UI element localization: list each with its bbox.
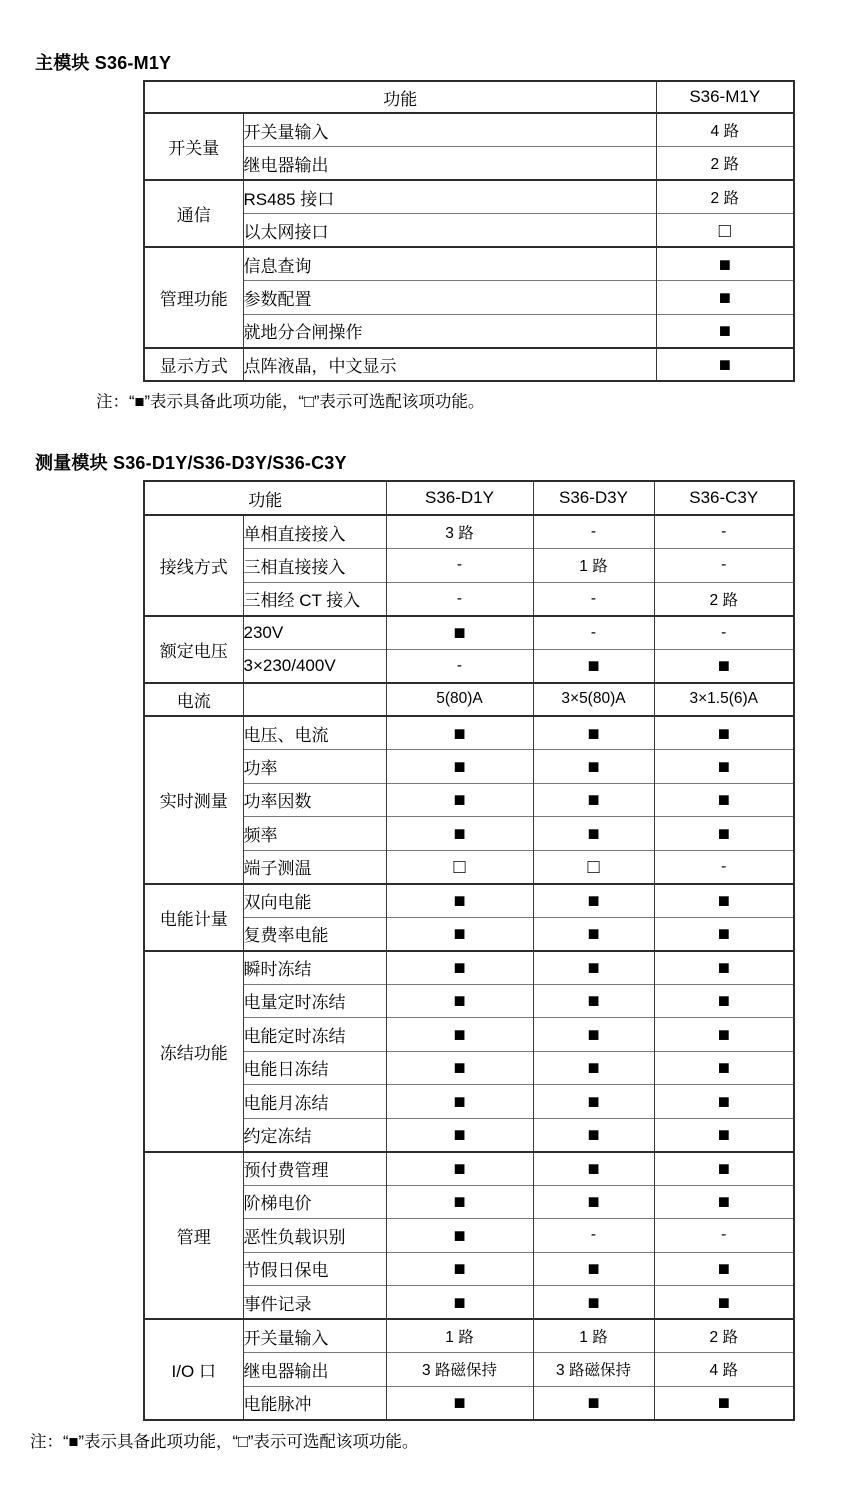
value-cell — [654, 817, 794, 851]
item-label-cell: 双向电能 — [243, 884, 386, 918]
filled-square-icon: ■ — [718, 353, 731, 376]
value-cell — [656, 348, 794, 382]
value-cell — [533, 750, 654, 784]
filled-square-icon: ■ — [717, 1392, 730, 1414]
empty-square-icon: □ — [718, 219, 731, 242]
group-label-cell: 电流 — [144, 683, 243, 717]
item-label-cell: 以太网接口 — [243, 214, 656, 248]
value-cell: 2 路 — [654, 1319, 794, 1353]
value-cell: - — [654, 549, 794, 583]
filled-square-icon: ■ — [587, 1023, 600, 1046]
value-cell — [533, 850, 654, 884]
item-label-cell: 约定冻结 — [243, 1118, 386, 1152]
value-cell: - — [654, 1219, 794, 1253]
value-cell — [654, 1386, 794, 1420]
item-label-cell: 3×230/400V — [243, 649, 386, 683]
filled-square-icon: ■ — [587, 722, 600, 745]
group-label-cell: 额定电压 — [144, 616, 243, 683]
filled-square-icon: ■ — [453, 1057, 466, 1080]
value-cell — [533, 1152, 654, 1186]
model-column-header: S36-D1Y — [386, 481, 533, 515]
value-cell — [386, 1152, 533, 1186]
filled-square-icon: ■ — [717, 890, 730, 912]
value-cell: 2 路 — [656, 147, 794, 181]
filled-square-icon: ■ — [453, 1291, 466, 1314]
filled-square-icon: ■ — [717, 923, 730, 945]
value-cell — [533, 783, 654, 817]
empty-square-icon: □ — [587, 856, 600, 878]
item-label-cell: 复费率电能 — [243, 917, 386, 951]
model-column-header: S36-C3Y — [654, 481, 794, 515]
value-cell: 1 路 — [533, 549, 654, 583]
spec-table — [143, 80, 795, 382]
item-label-cell: 事件记录 — [243, 1286, 386, 1320]
value-cell: - — [654, 616, 794, 650]
filled-square-icon: ■ — [718, 320, 731, 342]
value-cell — [533, 1386, 654, 1420]
filled-square-icon: ■ — [453, 1124, 466, 1146]
filled-square-icon: ■ — [718, 253, 731, 276]
value-cell: 3×5(80)A — [533, 683, 654, 717]
value-cell: 2 路 — [656, 180, 794, 214]
filled-square-icon: ■ — [587, 822, 600, 845]
value-cell — [533, 1085, 654, 1119]
value-cell — [386, 616, 533, 650]
empty-square-icon: □ — [453, 856, 466, 878]
table-row — [144, 683, 794, 717]
filled-square-icon: ■ — [587, 1291, 600, 1314]
item-label-cell: 预付费管理 — [243, 1152, 386, 1186]
filled-square-icon: ■ — [587, 1191, 600, 1214]
item-label-cell: 阶梯电价 — [243, 1185, 386, 1219]
value-cell — [533, 984, 654, 1018]
item-label-cell: 节假日保电 — [243, 1252, 386, 1286]
value-cell — [654, 750, 794, 784]
value-cell: - — [533, 616, 654, 650]
table-row — [144, 1152, 794, 1186]
item-label-cell: 端子测温 — [243, 850, 386, 884]
value-cell — [386, 1252, 533, 1286]
value-cell — [654, 1118, 794, 1152]
value-cell — [533, 1286, 654, 1320]
value-cell — [654, 649, 794, 683]
value-cell — [386, 1185, 533, 1219]
filled-square-icon: ■ — [453, 890, 466, 912]
value-cell — [654, 951, 794, 985]
value-cell: - — [654, 515, 794, 549]
filled-square-icon: ■ — [453, 755, 466, 778]
filled-square-icon: ■ — [453, 722, 466, 745]
value-cell — [654, 917, 794, 951]
value-cell — [386, 783, 533, 817]
value-cell: 3 路磁保持 — [386, 1353, 533, 1387]
value-cell — [533, 817, 654, 851]
model-column-header: S36-M1Y — [656, 81, 794, 113]
item-label-cell: 单相直接接入 — [243, 515, 386, 549]
group-label-cell: 接线方式 — [144, 515, 243, 616]
filled-square-icon: ■ — [453, 1258, 466, 1281]
value-cell: 1 路 — [386, 1319, 533, 1353]
item-label-cell: 点阵液晶，中文显示 — [243, 348, 656, 382]
filled-square-icon: ■ — [717, 957, 730, 979]
table-row — [144, 247, 794, 281]
value-cell — [386, 884, 533, 918]
filled-square-icon: ■ — [453, 1224, 466, 1247]
table-row — [144, 1319, 794, 1353]
value-cell: - — [533, 515, 654, 549]
filled-square-icon: ■ — [587, 655, 600, 677]
item-label-cell: 电能脉冲 — [243, 1386, 386, 1420]
spec-table — [143, 480, 795, 1421]
filled-square-icon: ■ — [717, 722, 730, 745]
value-cell — [656, 214, 794, 248]
value-cell — [386, 850, 533, 884]
filled-square-icon: ■ — [717, 655, 730, 677]
value-cell: 3 路 — [386, 515, 533, 549]
item-label-cell: 就地分合闸操作 — [243, 314, 656, 348]
filled-square-icon: ■ — [587, 923, 600, 945]
value-cell — [654, 1185, 794, 1219]
item-label-cell: 继电器输出 — [243, 1353, 386, 1387]
filled-square-icon: ■ — [717, 789, 730, 812]
filled-square-icon: ■ — [718, 286, 731, 309]
item-label-cell: 参数配置 — [243, 281, 656, 315]
filled-square-icon: ■ — [587, 957, 600, 979]
group-label-cell: 通信 — [144, 180, 243, 247]
filled-square-icon: ■ — [453, 622, 466, 644]
item-label-cell: 恶性负载识别 — [243, 1219, 386, 1253]
filled-square-icon: ■ — [453, 1023, 466, 1046]
value-cell — [386, 750, 533, 784]
value-cell — [654, 984, 794, 1018]
filled-square-icon: ■ — [717, 1191, 730, 1214]
filled-square-icon: ■ — [587, 1057, 600, 1080]
measure-module-title: 测量模块 S36-D1Y/S36-D3Y/S36-C3Y — [35, 453, 347, 473]
filled-square-icon: ■ — [587, 789, 600, 812]
filled-square-icon: ■ — [587, 1392, 600, 1414]
value-cell — [386, 1286, 533, 1320]
group-label-cell: 管理 — [144, 1152, 243, 1320]
filled-square-icon: ■ — [453, 789, 466, 812]
value-cell — [533, 951, 654, 985]
group-label-cell: 显示方式 — [144, 348, 243, 382]
filled-square-icon: ■ — [717, 1124, 730, 1146]
filled-square-icon: ■ — [587, 890, 600, 912]
item-label-cell: 电量定时冻结 — [243, 984, 386, 1018]
item-label-cell — [243, 683, 386, 717]
value-cell — [656, 247, 794, 281]
value-cell — [386, 984, 533, 1018]
main-module-title: 主模块 S36-M1Y — [35, 53, 172, 73]
group-label-cell: 开关量 — [144, 113, 243, 180]
table-row — [144, 616, 794, 650]
filled-square-icon: ■ — [453, 957, 466, 979]
function-column-header: 功能 — [144, 481, 386, 515]
filled-square-icon: ■ — [717, 1158, 730, 1180]
value-cell — [386, 951, 533, 985]
model-column-header: S36-D3Y — [533, 481, 654, 515]
filled-square-icon: ■ — [587, 1124, 600, 1146]
measure-module-note: 注：“■”表示具备此项功能，“□”表示可选配该项功能。 — [30, 1433, 419, 1451]
value-cell — [533, 1118, 654, 1152]
item-label-cell: 电能定时冻结 — [243, 1018, 386, 1052]
value-cell — [654, 783, 794, 817]
value-cell: - — [386, 582, 533, 616]
filled-square-icon: ■ — [717, 1258, 730, 1281]
item-label-cell: RS485 接口 — [243, 180, 656, 214]
group-label-cell: 电能计量 — [144, 884, 243, 951]
value-cell — [533, 1185, 654, 1219]
filled-square-icon: ■ — [587, 1090, 600, 1113]
value-cell: - — [654, 850, 794, 884]
filled-square-icon: ■ — [717, 990, 730, 1013]
value-cell: 3 路磁保持 — [533, 1353, 654, 1387]
filled-square-icon: ■ — [717, 822, 730, 845]
function-column-header: 功能 — [144, 81, 656, 113]
group-label-cell: 实时测量 — [144, 716, 243, 884]
value-cell: - — [533, 1219, 654, 1253]
value-cell: 5(80)A — [386, 683, 533, 717]
filled-square-icon: ■ — [717, 1057, 730, 1080]
filled-square-icon: ■ — [587, 755, 600, 778]
value-cell: 2 路 — [654, 582, 794, 616]
value-cell — [386, 1386, 533, 1420]
filled-square-icon: ■ — [717, 1291, 730, 1314]
value-cell: 1 路 — [533, 1319, 654, 1353]
value-cell — [533, 1051, 654, 1085]
value-cell — [533, 1018, 654, 1052]
table-row — [144, 515, 794, 549]
item-label-cell: 三相经 CT 接入 — [243, 582, 386, 616]
value-cell — [533, 1252, 654, 1286]
value-cell — [386, 1018, 533, 1052]
value-cell — [654, 1152, 794, 1186]
value-cell — [533, 884, 654, 918]
item-label-cell: 功率 — [243, 750, 386, 784]
value-cell — [386, 1085, 533, 1119]
value-cell: 4 路 — [656, 113, 794, 147]
filled-square-icon: ■ — [587, 1258, 600, 1281]
main-module-note: 注：“■”表示具备此项功能，“□”表示可选配该项功能。 — [96, 393, 485, 411]
value-cell — [654, 1252, 794, 1286]
value-cell — [654, 884, 794, 918]
value-cell — [654, 1286, 794, 1320]
item-label-cell: 频率 — [243, 817, 386, 851]
item-label-cell: 电能月冻结 — [243, 1085, 386, 1119]
item-label-cell: 继电器输出 — [243, 147, 656, 181]
item-label-cell: 信息查询 — [243, 247, 656, 281]
value-cell — [654, 1051, 794, 1085]
value-cell — [654, 1018, 794, 1052]
table-row — [144, 951, 794, 985]
value-cell — [656, 314, 794, 348]
group-label-cell: 管理功能 — [144, 247, 243, 348]
table-row — [144, 348, 794, 382]
item-label-cell: 电压、电流 — [243, 716, 386, 750]
filled-square-icon: ■ — [453, 1191, 466, 1214]
filled-square-icon: ■ — [717, 1090, 730, 1113]
value-cell: - — [533, 582, 654, 616]
value-cell — [533, 649, 654, 683]
value-cell: 4 路 — [654, 1353, 794, 1387]
table-row — [144, 113, 794, 147]
value-cell — [654, 716, 794, 750]
value-cell — [386, 817, 533, 851]
item-label-cell: 三相直接接入 — [243, 549, 386, 583]
value-cell — [386, 1118, 533, 1152]
value-cell — [386, 716, 533, 750]
value-cell — [386, 1051, 533, 1085]
item-label-cell: 瞬时冻结 — [243, 951, 386, 985]
item-label-cell: 开关量输入 — [243, 113, 656, 147]
value-cell — [386, 917, 533, 951]
value-cell: - — [386, 549, 533, 583]
filled-square-icon: ■ — [453, 923, 466, 945]
table-row — [144, 884, 794, 918]
filled-square-icon: ■ — [453, 1158, 466, 1180]
main-module-table — [143, 80, 795, 382]
table-row — [144, 180, 794, 214]
table-row — [144, 716, 794, 750]
item-label-cell: 开关量输入 — [243, 1319, 386, 1353]
value-cell — [656, 281, 794, 315]
filled-square-icon: ■ — [587, 990, 600, 1013]
filled-square-icon: ■ — [717, 1023, 730, 1046]
filled-square-icon: ■ — [453, 1392, 466, 1414]
item-label-cell: 功率因数 — [243, 783, 386, 817]
measure-module-table — [143, 480, 795, 1421]
filled-square-icon: ■ — [453, 990, 466, 1013]
value-cell — [654, 1085, 794, 1119]
item-label-cell: 电能日冻结 — [243, 1051, 386, 1085]
filled-square-icon: ■ — [453, 822, 466, 845]
filled-square-icon: ■ — [717, 755, 730, 778]
filled-square-icon: ■ — [587, 1158, 600, 1180]
group-label-cell: I/O 口 — [144, 1319, 243, 1420]
filled-square-icon: ■ — [453, 1090, 466, 1113]
group-label-cell: 冻结功能 — [144, 951, 243, 1152]
value-cell: 3×1.5(6)A — [654, 683, 794, 717]
item-label-cell: 230V — [243, 616, 386, 650]
value-cell — [533, 716, 654, 750]
value-cell — [386, 1219, 533, 1253]
value-cell — [533, 917, 654, 951]
value-cell: - — [386, 649, 533, 683]
